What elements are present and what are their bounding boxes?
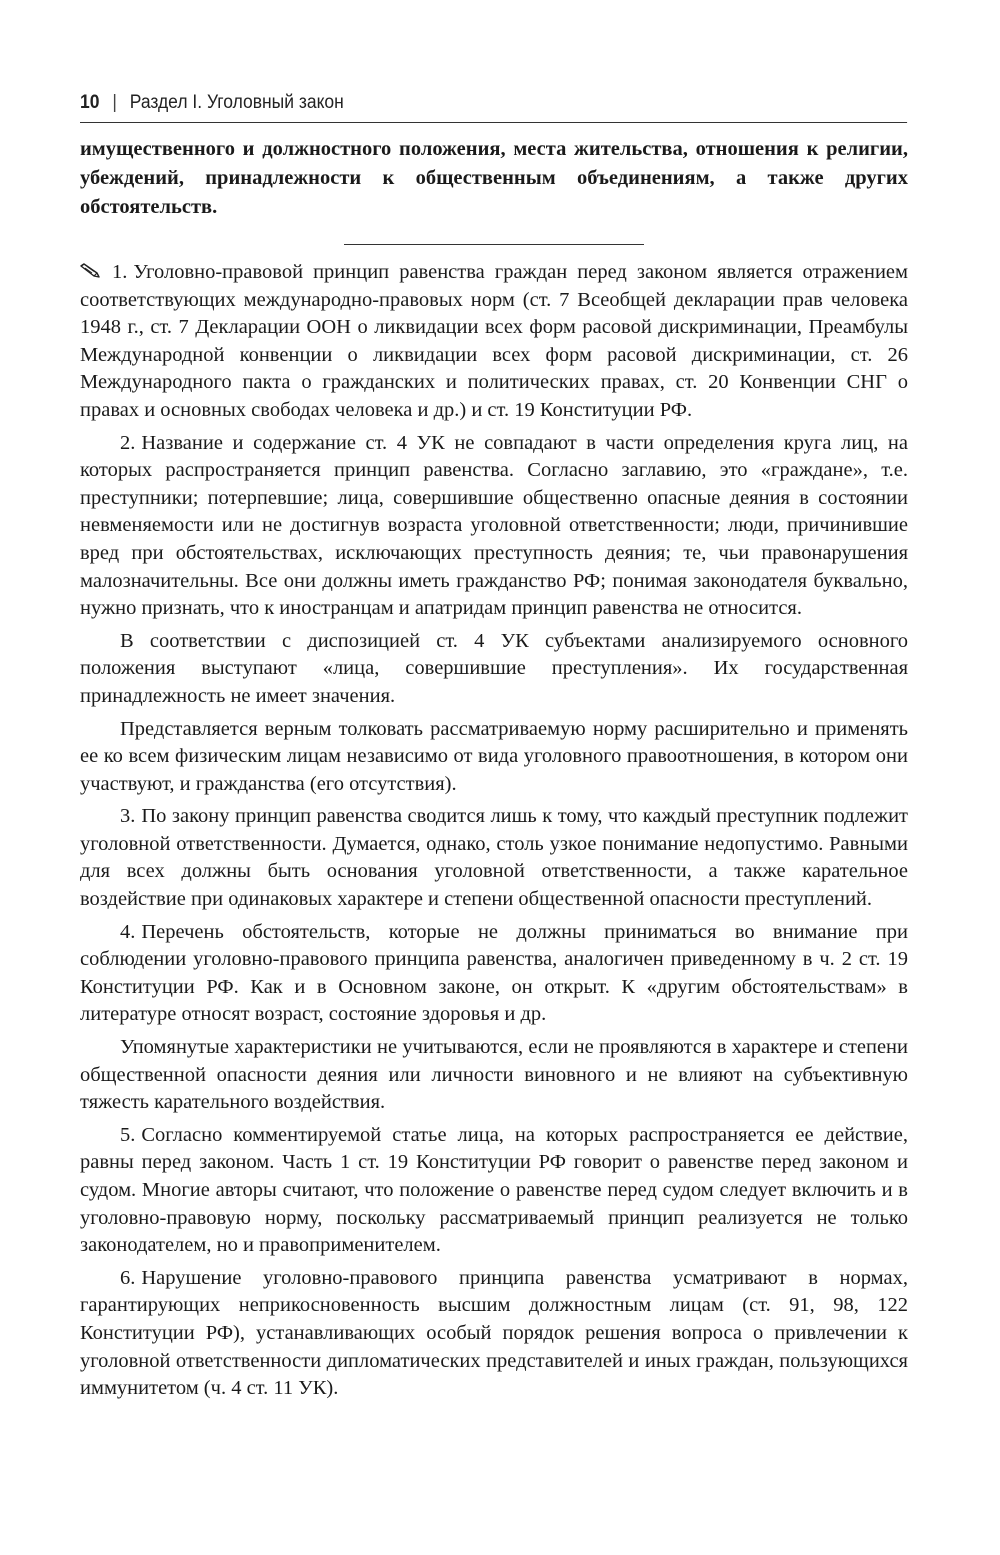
commentary-paragraph-1 — [80, 259, 908, 425]
commentary-paragraph-5 — [80, 1122, 908, 1260]
paragraph-text: По закону принцип равенства сводится лишь к тому, что каждый преступник подлежит уголовной ответственности. Думается, однако, столь узкое понимание недопустимо. Равными для всех должны быть основания уголовной ответственности, а также карательное воздействие при одинаковых характере и степени общественной опасности преступлений. — [80, 805, 908, 911]
commentary-paragraph-4 — [80, 919, 908, 1029]
commentary-paragraph-3 — [80, 803, 908, 913]
commentary-paragraph-2 — [80, 430, 908, 623]
commentary-paragraph-6 — [80, 1265, 908, 1403]
paragraph-text: Представляется верным толковать рассматриваемую норму расширительно и применять ее ко всем физическим лицам независимо от вида уголовного правоотношения, в котором они участвуют, и гражданства (его отсутствия). — [80, 717, 908, 795]
commentary-paragraph-4a — [80, 1034, 908, 1117]
pencil-icon — [80, 260, 102, 276]
paragraph-number: 3. — [120, 805, 136, 828]
paragraph-number: 1. — [112, 261, 128, 283]
paragraph-text: В соответствии с диспозицией ст. 4 УК субъектами анализируемого основного положения выступают «лица, совершившие преступления». Их государственная принадлежность не имеет значения. — [80, 629, 908, 707]
page-number: 10 — [80, 92, 100, 113]
running-header — [80, 92, 907, 123]
paragraph-number: 4. — [120, 920, 136, 943]
section-title: Раздел I. Уголовный закон — [129, 92, 344, 113]
paragraph-text: Название и содержание ст. 4 УК не совпадают в части определения круга лиц, на которых распространяется принцип равенства. Согласно заглавию, это «граждане», т.е. преступники; потерпевшие; лица, совершившие общественно опасные деяния в состоянии невменяемости или не достигнув возраста уголовной ответственности; люди, причинившие вред при обстоятельствах, исключающих преступность деяния; те, чьи правонарушения малозначительны. Все они должны иметь гражданство РФ; понимая законодателя буквально, нужно признать, что к иностранцам и апатридам принцип равенства не относится. — [80, 431, 908, 620]
paragraph-number: 5. — [120, 1123, 136, 1146]
commentary-paragraph-2b — [80, 716, 908, 799]
paragraph-number: 6. — [120, 1266, 136, 1289]
paragraph-text: Перечень обстоятельств, которые не должны приниматься во внимание при соблюдении уголовно-правового принципа равенства, аналогичен приведенному в ч. 2 ст. 19 Конституции РФ. Как и в Основном законе, он открыт. К «другим обстоятельствам» в литературе относят возраст, состояние здоровья и др. — [80, 920, 908, 1026]
paragraph-number: 2. — [120, 431, 136, 454]
commentary-paragraph-2a — [80, 628, 908, 711]
paragraph-text: Согласно комментируемой статье лица, на которых распространяется ее действие, равны перед законом. Часть 1 ст. 19 Конституции РФ говорит о равенстве перед законом и судом. Многие авторы считают, что положение о равенстве перед судом следует включить и в уголовно-правовую норму, поскольку рассматриваемый принцип реализуется не только законодателем, но и правоприменителем. — [80, 1123, 908, 1257]
book-page — [80, 92, 908, 1408]
paragraph-text: Нарушение уголовно-правового принципа равенства усматривают в нормах, гарантирующих неприкосновенность высшим должностным лицам (ст. 91, 98, 122 Конституции РФ), устанавливающих особый порядок решения вопроса о привлечении к уголовной ответственности дипломатических представителей и иных граждан, пользующихся иммунитетом (ч. 4 ст. 11 УК). — [80, 1266, 908, 1400]
header-separator: | — [112, 92, 117, 113]
paragraph-text: Уголовно-правовой принцип равенства граждан перед законом является отражением соответствующих международно-правовых норм (ст. 7 Всеобщей декларации прав человека 1948 г., ст. 7 Декларации ООН о ликвидации всех форм расовой дискриминации, Преамбулы Международной конвенции о ликвидации всех форм расовой дискриминации, ст. 26 Международного пакта о гражданских и политических правах, ст. 20 Конвенции СНГ о правах и основных свободах человека и др.) и ст. 19 Конституции РФ. — [80, 261, 908, 421]
page-body — [80, 135, 908, 1403]
article-text-continuation: имущественного и должностного положения, места жительства, отношения к религии, убеждений, принадлежности к общественным объединениям, а также других обстоятельств. — [80, 138, 908, 218]
paragraph-text: Упомянутые характеристики не учитываются, если не проявляются в характере и степени общественной опасности деяния или личности виновного и не влияют на субъективную тяжесть карательного воздействия. — [80, 1036, 908, 1114]
section-divider — [344, 244, 644, 245]
